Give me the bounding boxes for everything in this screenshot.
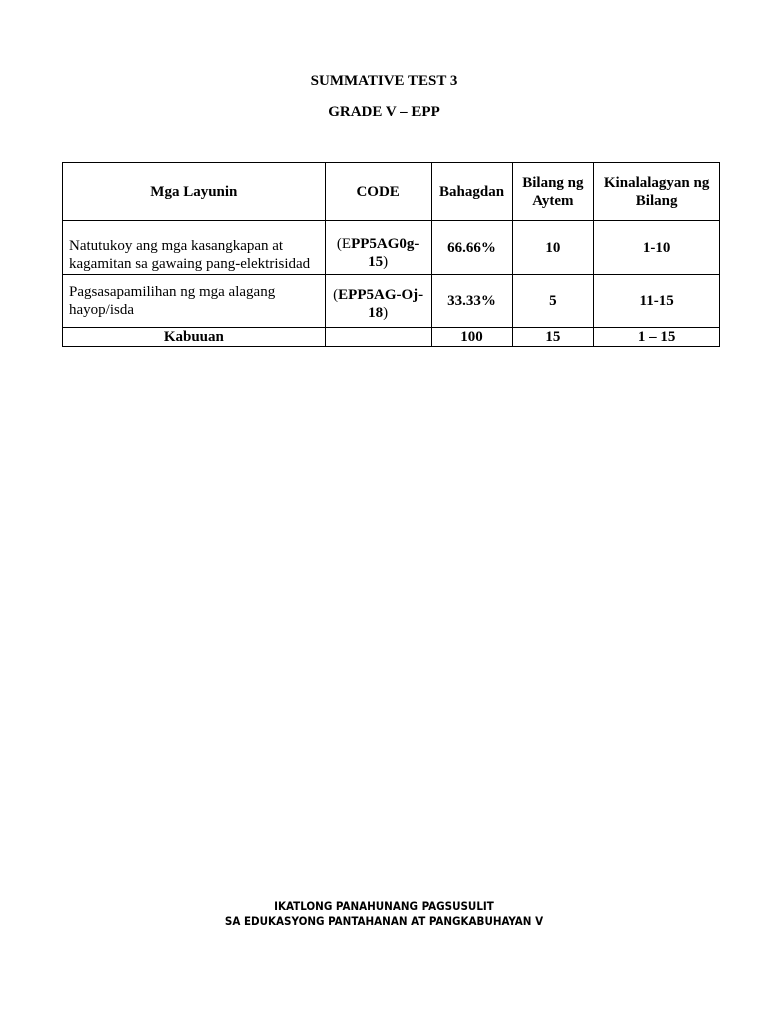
code-value: PP5AG0g-15 [351, 235, 420, 270]
document-title: SUMMATIVE TEST 3 [310, 73, 458, 89]
document-subtitle: GRADE V – EPP [328, 104, 440, 120]
total-code-cell [325, 328, 431, 347]
code-open: (E [336, 235, 352, 252]
column-header-item-placement: Kinalalagyan ng Bilang [594, 163, 720, 221]
percentage-cell: 33.33% [431, 275, 512, 328]
column-header-code: CODE [325, 163, 431, 221]
objective-cell: Natutukoy ang mga kasangkapan at kagamitan sa gawaing pang-elektrisidad [63, 221, 326, 275]
item-placement-cell: 11-15 [594, 275, 720, 328]
column-header-item-count: Bilang ng Aytem [512, 163, 594, 221]
item-count-cell: 5 [512, 275, 594, 328]
percentage-cell: 66.66% [431, 221, 512, 275]
total-item-placement-cell: 1 – 15 [594, 328, 720, 347]
code-value: EPP5AG-Oj-18 [338, 287, 424, 321]
objective-cell: Pagsasapamilihan ng mga alagang hayop/isda [63, 275, 326, 328]
item-placement-cell: 1-10 [594, 221, 720, 275]
specification-table [62, 162, 720, 347]
total-row [63, 328, 720, 347]
item-count-cell: 10 [512, 221, 594, 275]
code-close: ) [383, 305, 389, 321]
code-cell [325, 221, 431, 275]
code-open: ( [333, 287, 339, 303]
code-cell [325, 275, 431, 328]
total-percentage-cell: 100 [431, 328, 512, 347]
column-header-objectives: Mga Layunin [63, 163, 326, 221]
footer-line-1: IKATLONG PANAHUNANG PAGSUSULIT [274, 899, 494, 913]
table-row [63, 275, 720, 328]
table-header-row [63, 163, 720, 221]
table-row [63, 221, 720, 275]
total-item-count-cell: 15 [512, 328, 594, 347]
total-label-cell: Kabuuan [63, 328, 326, 347]
code-close: ) [383, 253, 389, 270]
footer-line-2: SA EDUKASYONG PANTAHANAN AT PANGKABUHAYAN V [224, 914, 544, 928]
column-header-percentage: Bahagdan [431, 163, 512, 221]
